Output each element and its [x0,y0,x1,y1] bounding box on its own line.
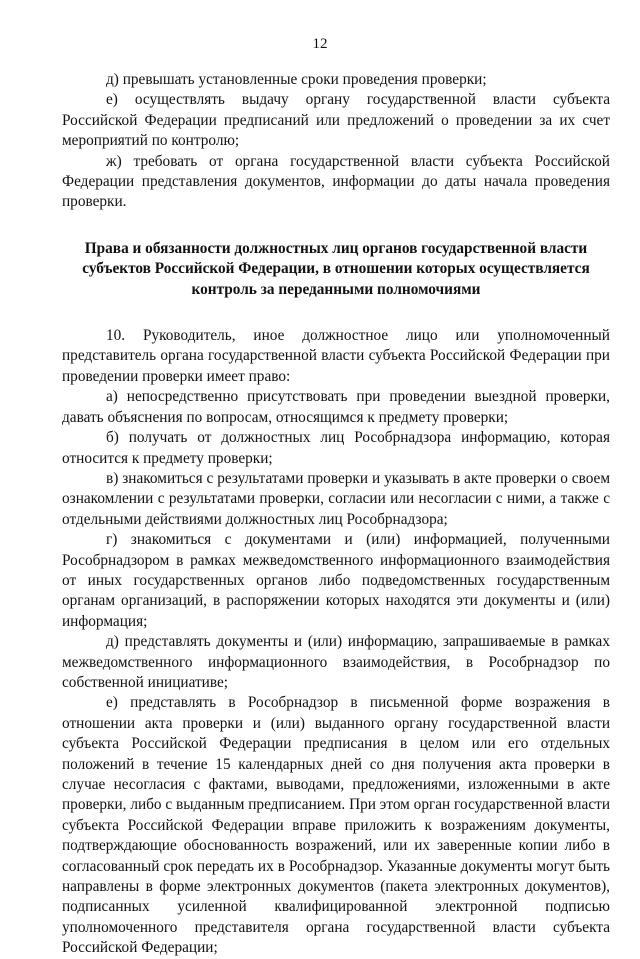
section-heading: Права и обязанности должностных лиц органов государственной власти субъектов Российской Федерации, в отношении которых осуществляется контроль за переданными полномочиями [82,239,590,298]
paragraph-right-g: г) знакомиться с документами и (или) информацией, полученными Рособрнадзором в рамках межведомственного информационного взаимодействия от иных государственных органов либо подведомственных государственным органам организаций, в распоряжении которых находятся эти документы и (или) информация; [62,531,610,630]
paragraph-item-d: д) превышать установленные сроки проведения проверки; [106,71,487,88]
paragraph-item-zh: ж) требовать от органа государственной власти субъекта Российской Федерации представления документов, информации до даты начала проведения проверки. [62,152,610,211]
document-body [62,70,610,959]
paragraph-item-e: е) осуществлять выдачу органу государственной власти субъекта Российской Федерации предписаний или предложений о проведении за их счет мероприятий по контролю; [62,91,610,150]
paragraph-right-d: д) представлять документы и (или) информацию, запрашиваемые в рамках межведомственного информационного взаимодействия, в Рособрнадзор по собственной инициативе; [62,633,610,691]
paragraph-right-e: е) представлять в Рособрнадзор в письменной форме возражения в отношении акта проверки и (или) выданного органу государственной власти субъекта Российской Федерации предписания в целом или его отдельных положений в течение 15 календарных дней со дня получения акта проверки в случае несогласия с фактами, выводами, предложениями, изложенными в акте проверки, либо с выданным предписанием. При этом орган государственной власти субъекта Российской Федерации вправе приложить к возражениям документы, подтверждающие обоснованность возражений, или их заверенные копии либо в согласованный срок передать их в Рособрнадзор. Указанные документы могут быть направлены в форме электронных документов (пакета электронных документов), подписанных усиленной квалифицированной электронной подписью уполномоченного представителя органа государственной власти субъекта Российской Федерации; [62,694,611,957]
paragraph-right-b: б) получать от должностных лиц Рособрнадзора информацию, которая относится к предмету проверки; [62,429,610,467]
paragraph-clause-10: 10. Руководитель, иное должностное лицо или уполномоченный представитель органа государственной власти субъекта Российской Федерации при проведении проверки имеет право: [62,327,610,385]
page-number: 12 [312,36,328,52]
paragraph-right-a: а) непосредственно присутствовать при проведении выездной проверки, давать объяснения по вопросам, относящимся к предмету проверки; [62,388,610,426]
paragraph-right-v: в) знакомиться с результатами проверки и указывать в акте проверки о своем ознакомлении с результатами проверки, согласии или несогласии с ними, а также с отдельными действиями должностных лиц Рособрнадзора; [62,469,610,528]
